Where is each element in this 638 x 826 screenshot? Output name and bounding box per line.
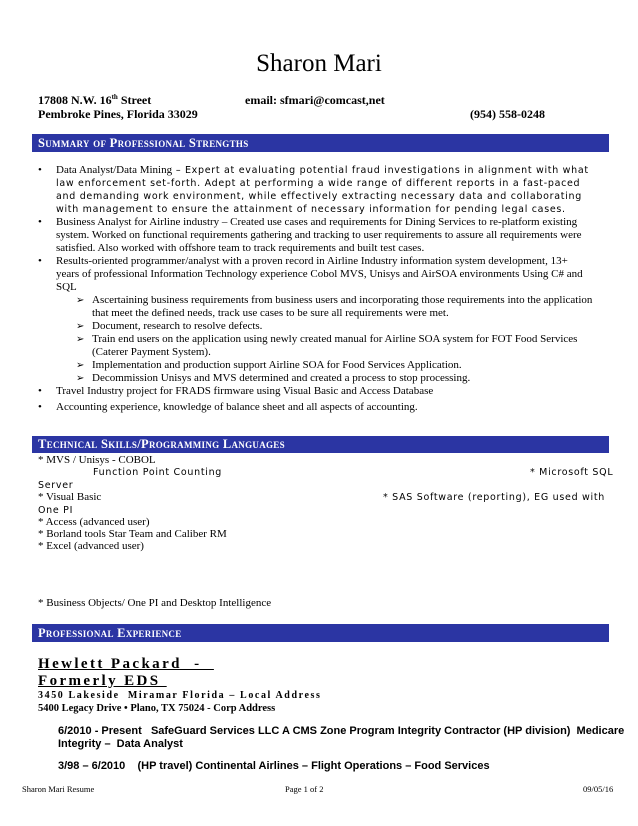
sub-item-text: Train end users on the application using newly created manual for Airline SOA system for FOT Food Services (Caterer Payment System). [92, 333, 578, 358]
skill-borland: * Borland tools Star Team and Caliber RM [38, 528, 227, 540]
local-address: 3450 Lakeside Miramar Florida – Local Address [38, 690, 322, 701]
email[interactable]: email: sfmari@comcast,net [245, 93, 385, 107]
summary-sublist [56, 294, 593, 385]
sub-item-text: Decommission Unisys and MVS determined and created a process to stop processing. [92, 372, 471, 384]
sub-item [56, 333, 593, 359]
skill-bo: * Business Objects/ One PI and Desktop Intelligence [38, 597, 272, 609]
summary-item [38, 164, 593, 216]
skill-fpc: Function Point Counting [93, 467, 223, 478]
skill-vb: * Visual Basic [38, 491, 102, 503]
arrow-icon: ➢ [76, 321, 85, 332]
sub-item [56, 320, 593, 333]
street-number: 17808 N.W. 16 [38, 93, 112, 107]
skill-sas: * SAS Software (reporting), EG used with [383, 492, 605, 503]
skill-mvs: * MVS / Unisys - COBOL [38, 454, 156, 466]
summary-item-text: – Expert at evaluating potential fraud investigations in alignment with what law enforcement set-forth. Adept at performing a wide range of different reports in a fast-paced and demanding work environment, while effectively extracting necessary data and collaborating with management to ensure the attainment of necessary information for pending legal cases. [56, 165, 589, 215]
arrow-icon: ➢ [76, 295, 85, 306]
job-1-title-cont: Integrity – Data Analyst [58, 738, 183, 750]
skill-access: * Access (advanced user) [38, 516, 150, 528]
skill-onepi: One PI [38, 505, 74, 516]
summary-item: • Travel Industry project for FRADS firmware using Visual Basic and Access Database [38, 385, 593, 398]
summary-banner: Summary of Professional Strengths [32, 134, 609, 152]
street-address [38, 93, 151, 108]
sub-item [56, 359, 593, 372]
company-name-line2: Formerly EDS [38, 673, 167, 689]
corp-address: 5400 Legacy Drive • Plano, TX 75024 - Corp Address [38, 703, 276, 714]
job-1-title: 6/2010 - Present SafeGuard Services LLC A CMS Zone Program Integrity Contractor (HP division) Medicare [58, 725, 625, 737]
skill-excel: * Excel (advanced user) [38, 540, 144, 552]
summary-item: • Accounting experience, knowledge of balance sheet and all aspects of accounting. [38, 401, 593, 414]
skills-banner: Technical Skills/Programming Languages [32, 436, 609, 453]
arrow-icon: ➢ [76, 360, 85, 371]
sub-item-text: Ascertaining business requirements from business users and incorporating those requirements into the application that meet the defined needs, track use cases to be sure all requirements were met. [92, 294, 593, 319]
resume-name: Sharon Mari [256, 50, 382, 77]
street-ordinal: th [111, 93, 118, 101]
summary-item: • Business Analyst for Airline industry – Created use cases and requirements for Dining Services to re-platform existing system. Worked on functional requirements gathering and tracking to user requirements to assure all requirements were satisfied. Also worked with offshore team to track requirements and built test cases. [38, 216, 593, 255]
city-state-zip: Pembroke Pines, Florida 33029 [38, 107, 198, 121]
company-name-line1: Hewlett Packard - [38, 656, 214, 672]
sub-item-text: Document, research to resolve defects. [92, 320, 263, 332]
skill-mssql: * Microsoft SQL [530, 467, 614, 478]
street-name: Street [117, 93, 152, 107]
experience-banner: Professional Experience [32, 624, 609, 642]
summary-item [38, 255, 593, 385]
summary-item-text: Results-oriented programmer/analyst with a proven record in Airline Industry information system development, 13+ years of professional Information Technology experience Cobol MVS, Unisys and AirSOA environments Using C# and SQL [56, 255, 583, 293]
sub-item-text: Implementation and production support Airline SOA for Food Services Application. [92, 359, 462, 371]
arrow-icon: ➢ [76, 373, 85, 384]
footer-page: Page 1 of 2 [285, 784, 324, 794]
arrow-icon: ➢ [76, 334, 85, 345]
skill-server: Server [38, 480, 74, 491]
summary-item-lead: Data Analyst/Data Mining [56, 164, 173, 176]
sub-item [56, 372, 593, 385]
sub-item [56, 294, 593, 320]
summary-list [38, 164, 593, 414]
job-2-title: 3/98 – 6/2010 (HP travel) Continental Airlines – Flight Operations – Food Services [58, 760, 490, 772]
phone: (954) 558-0248 [470, 107, 545, 121]
footer-left: Sharon Mari Resume [22, 784, 95, 794]
footer-date: 09/05/16 [583, 784, 614, 794]
